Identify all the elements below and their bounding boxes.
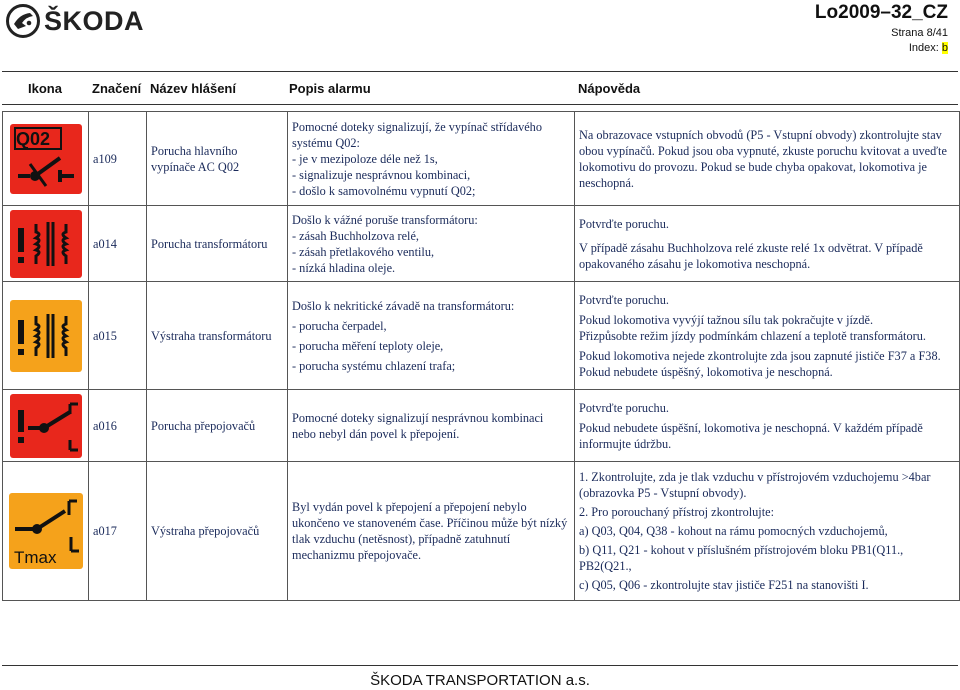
transformer-warning-icon	[10, 300, 82, 372]
alarm-icon-cell	[3, 390, 89, 462]
skoda-emblem-icon	[6, 4, 40, 38]
index-value: b	[941, 42, 948, 54]
main-breaker-fault-icon	[10, 124, 82, 194]
column-header-help: Nápověda	[578, 81, 641, 96]
alarm-help: Potvrďte poruchu. Pokud nebudete úspěšní, lokomotiva je neschopná. V každém případě informujte údržbu.	[575, 390, 960, 462]
alarm-icon-cell	[3, 206, 89, 282]
table-row	[3, 390, 960, 462]
alarm-name: Výstraha přepojovačů	[147, 462, 288, 601]
alarm-mark: a014	[89, 206, 147, 282]
table-row	[3, 206, 960, 282]
alarm-name: Porucha přepojovačů	[147, 390, 288, 462]
column-header-mark: Značení	[92, 81, 142, 96]
alarm-help: Potvrďte poruchu. V případě zásahu Buchholzova relé zkuste relé 1x odvětrat. V případě opakovaného zásahu je lokomotiva neschopná.	[575, 206, 960, 282]
alarm-icon-cell	[3, 282, 89, 390]
icon-label: Q02	[15, 128, 50, 149]
alarm-description: Došlo k vážné poruše transformátoru: - zásah Buchholzova relé, - zásah přetlakového ventilu, - nízká hladina oleje.	[288, 206, 575, 282]
table-row	[3, 462, 960, 601]
footer-rule	[2, 665, 958, 666]
column-header-desc: Popis alarmu	[289, 81, 371, 96]
alarm-name: Porucha hlavního vypínače AC Q02	[147, 112, 288, 206]
alarm-icon-cell	[3, 462, 89, 601]
alarm-description: Došlo k nekritické závadě na transformátoru: - porucha čerpadel, - porucha měření teploty oleje, - porucha systému chlazení trafa;	[288, 282, 575, 390]
alarm-description: Byl vydán povel k přepojení a přepojení nebylo ukončeno ve stanoveném čase. Příčinou může být nízký tlak vzduchu (netěsnost), případně zatuhnutí mechanizmu přepojovače.	[288, 462, 575, 601]
brand-logo	[6, 4, 144, 38]
document-code: Lo2009–32_CZ	[814, 2, 948, 23]
alarm-help: 1. Zkontrolujte, zda je tlak vzduchu v přístrojovém vzduchojemu >4bar (obrazovka P5 - Vstupní obvody). 2. Pro porouchaný přístroj zkontrolujte: a) Q03, Q04, Q38 - kohout na rámu pomocných vzduchojemů, b) Q11, Q21 - kohout v příslušném přístrojovém bloku PB1(Q11., PB2(Q21., c) Q05, Q06 - zkontrolujte stav jističe F251 na stanovišti I.	[575, 462, 960, 601]
alarm-icon-cell	[3, 112, 89, 206]
transformer-fault-icon	[10, 210, 82, 278]
document-index: Index: b	[908, 42, 948, 54]
alarm-name: Výstraha transformátoru	[147, 282, 288, 390]
document-info	[815, 2, 948, 54]
alarm-mark: a017	[89, 462, 147, 601]
header-rule-bottom	[2, 104, 958, 105]
table-row	[3, 112, 960, 206]
alarm-description: Pomocné doteky signalizují, že vypínač střídavého systému Q02: - je v mezipoloze déle než 1s, - signalizuje nesprávnou kombinaci, - došlo k samovolnému vypnutí Q02;	[288, 112, 575, 206]
alarm-mark: a109	[89, 112, 147, 206]
header-rule-top	[2, 71, 958, 72]
table-row	[3, 282, 960, 390]
switchover-fault-icon	[10, 394, 82, 458]
column-header-name: Název hlášení	[150, 81, 236, 96]
alarm-description: Pomocné doteky signalizují nesprávnou kombinaci nebo nebyl dán povel k přepojení.	[288, 390, 575, 462]
alarm-mark: a015	[89, 282, 147, 390]
switchover-warning-icon	[9, 493, 83, 569]
page-number: Strana 8/41	[891, 27, 948, 39]
footer-company: ŠKODA TRANSPORTATION a.s.	[370, 672, 590, 689]
alarm-table	[2, 111, 960, 601]
alarm-mark: a016	[89, 390, 147, 462]
alarm-help: Na obrazovace vstupních obvodů (P5 - Vstupní obvody) zkontrolujte stav obou vypínačů. Pokud jsou oba vypnuté, zkuste poruchu kvitovat a uveďte lokomotivu do provozu. Pokud se bude chyba opakovat, lokomotiva je neschopná.	[575, 112, 960, 206]
alarm-help: Potvrďte poruchu. Pokud lokomotiva vyvýjí tažnou sílu tak pokračujte v jízdě. Přizpůsobte režim jízdy podmínkám chlazení a teplotě transformátoru. Pokud lokomotiva nejede zkontrolujte zda jsou zapnuté jističe F37 a F38. Pokud nebudete úspěšný, lokomotiva je neschopná.	[575, 282, 960, 390]
icon-label: Tmax	[13, 548, 56, 567]
brand-name: ŠKODA	[44, 5, 145, 36]
alarm-name: Porucha transformátoru	[147, 206, 288, 282]
column-header-icon: Ikona	[28, 81, 62, 96]
